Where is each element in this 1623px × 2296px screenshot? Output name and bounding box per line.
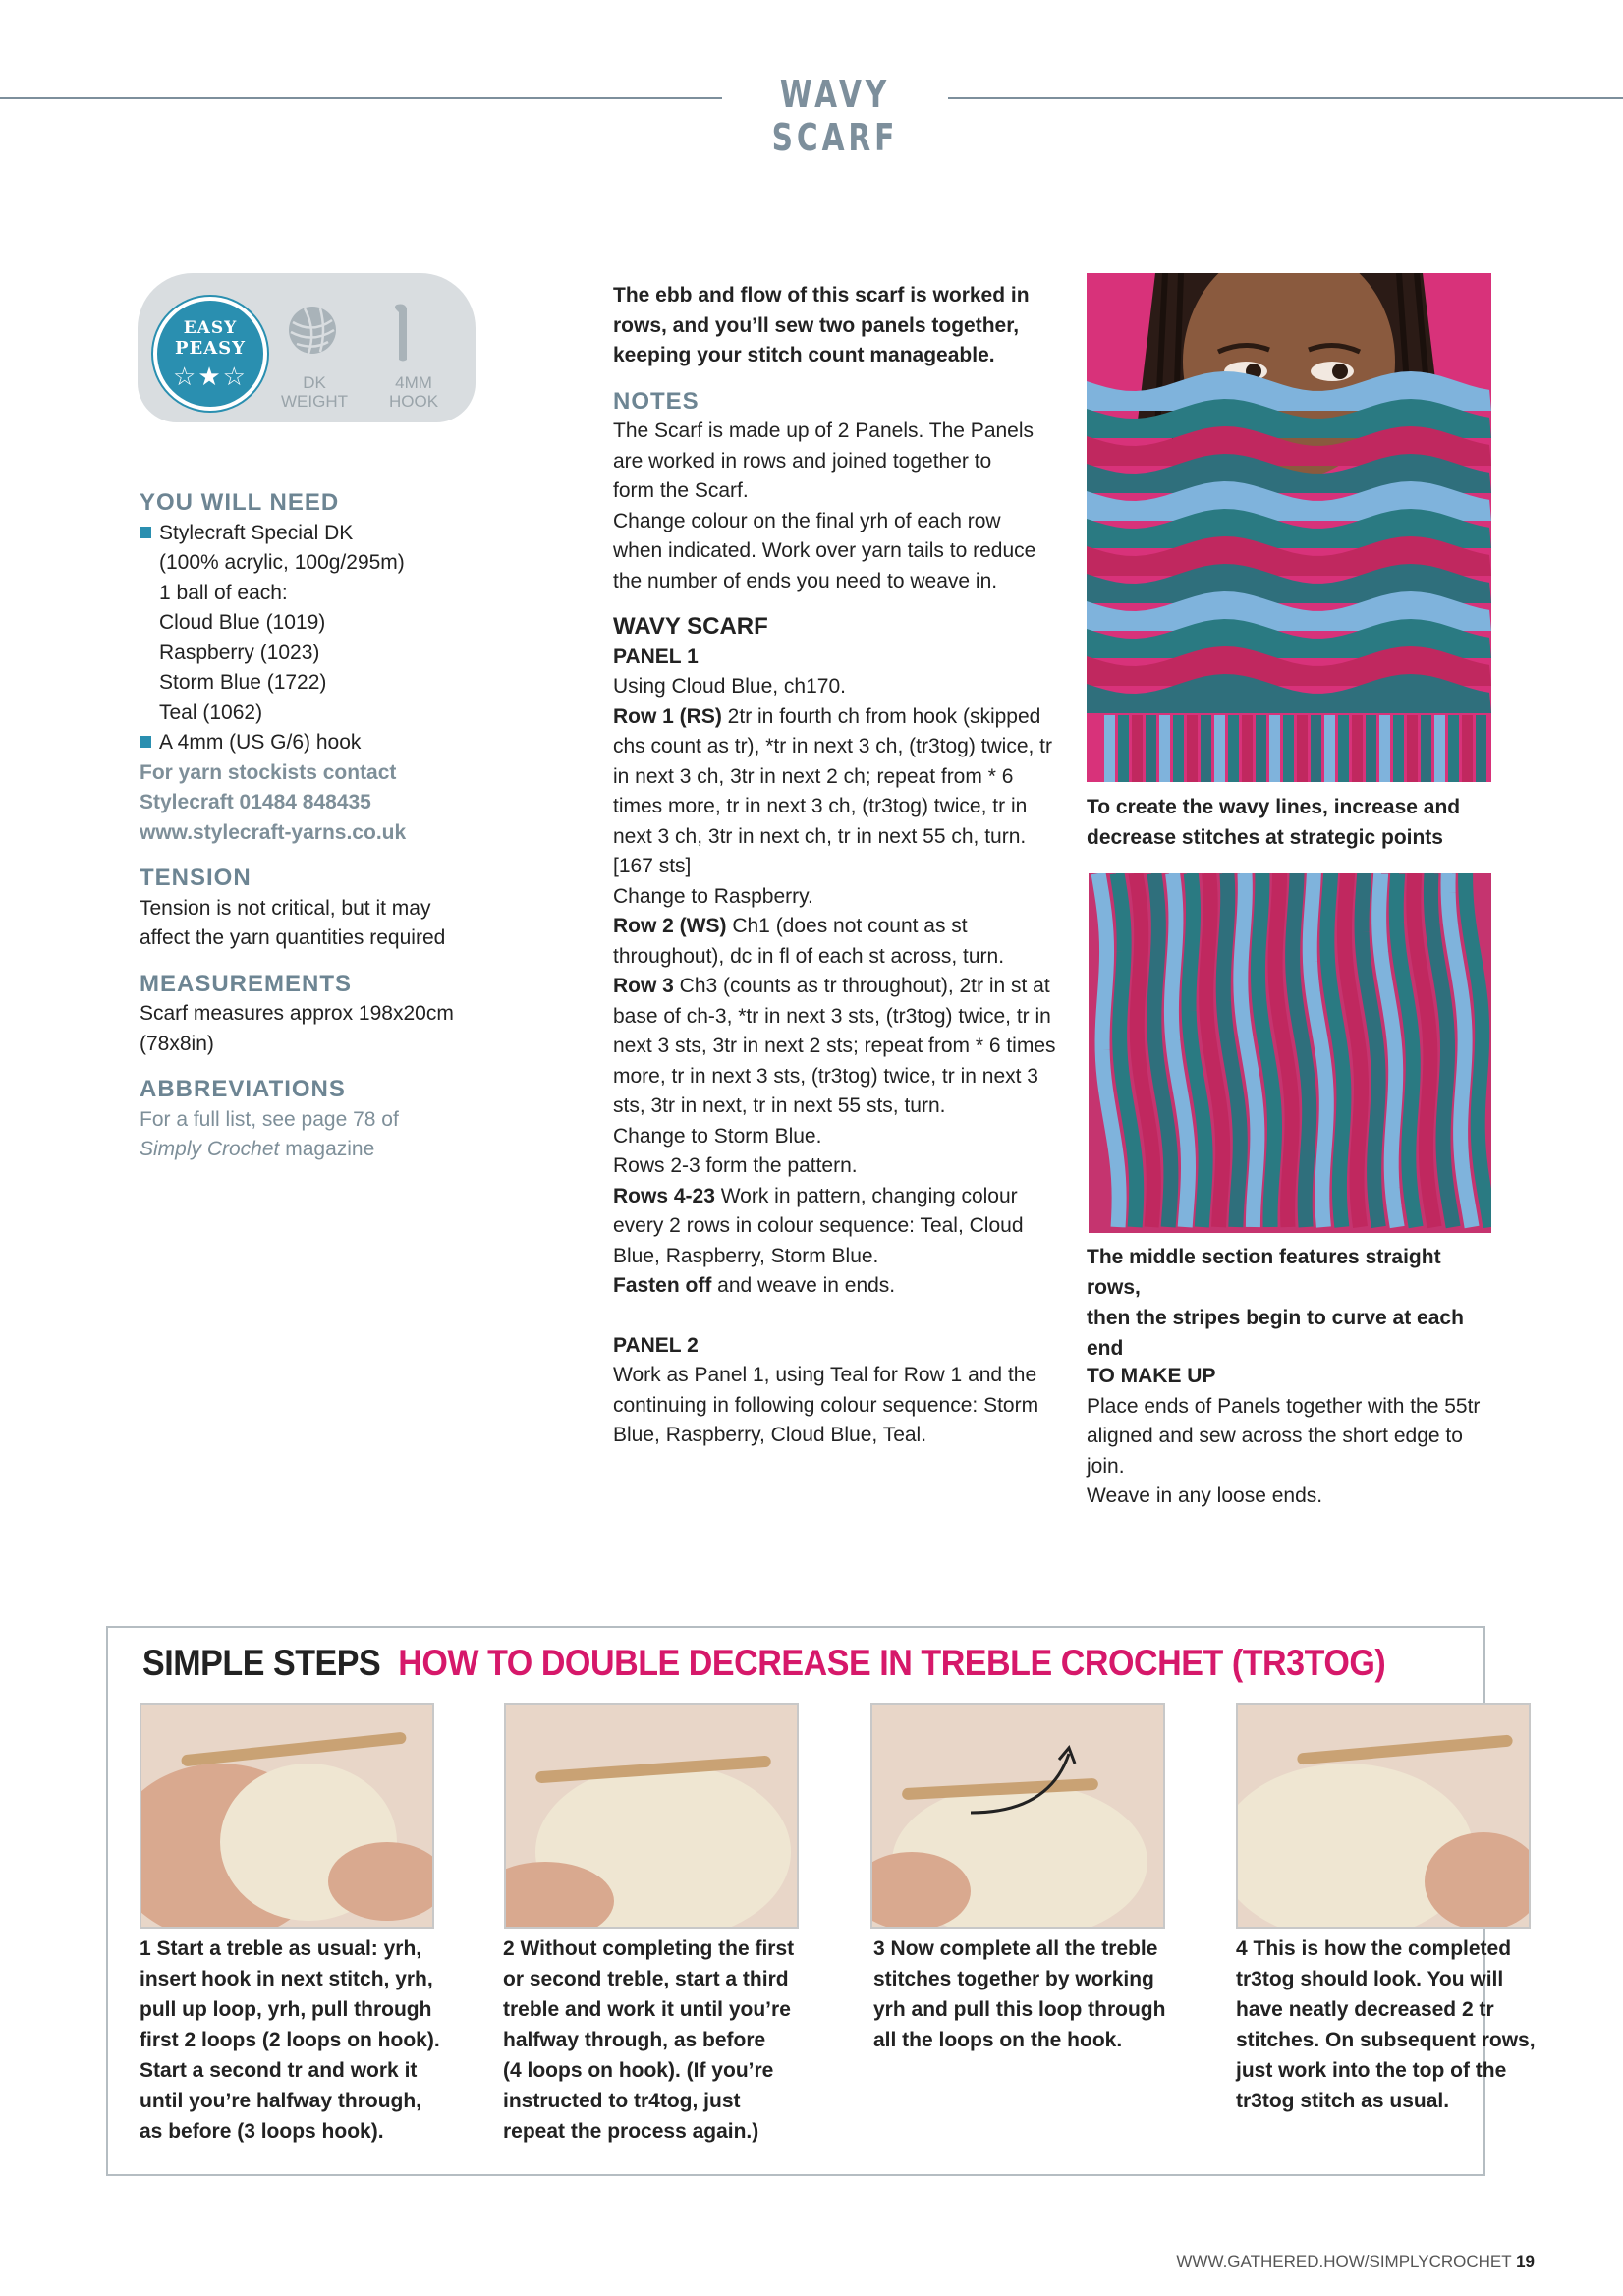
pattern-line: Change to Storm Blue. bbox=[613, 1124, 822, 1148]
pattern-line: [167 sts] bbox=[613, 855, 692, 877]
measurements-heading: MEASUREMENTS bbox=[140, 970, 353, 997]
scarf-fringe bbox=[1159, 715, 1170, 782]
pattern-line: chs count as tr), *tr in next 3 ch, (tr3tog) twice, tr bbox=[613, 735, 1052, 757]
page-footer bbox=[1176, 2252, 1535, 2271]
scarf-fringe bbox=[1283, 715, 1294, 782]
notes-heading: NOTES bbox=[613, 387, 700, 415]
colour-item: Cloud Blue (1019) bbox=[159, 611, 326, 634]
panel-2-heading: PANEL 2 bbox=[613, 1333, 699, 1357]
measurements-text: (78x8in) bbox=[140, 1032, 214, 1055]
star-rating-icon: ☆★☆ bbox=[173, 362, 248, 391]
scarf-fringe bbox=[1187, 715, 1198, 782]
scarf-fringe bbox=[1297, 715, 1308, 782]
pattern-heading: WAVY SCARF bbox=[613, 613, 768, 640]
stockists-url: www.stylecraft-yarns.co.uk bbox=[140, 820, 407, 844]
left-column bbox=[140, 488, 474, 1165]
intro-text: The ebb and flow of this scarf is worked in bbox=[613, 284, 1030, 307]
step-1-text: 1 Start a treble as usual: yrh, insert hook in next stitch, yrh, pull up loop, yrh, pull through first 2 loops (2 loops on hook). Start a second tr and work it until you’re halfway through, as before (3 loops hook). bbox=[140, 1937, 440, 2143]
step-1-photo bbox=[140, 1703, 434, 1929]
bullet-icon bbox=[140, 736, 151, 748]
pattern-line: times more, tr in next 3 ch, (tr3tog) twice, tr in bbox=[613, 795, 1028, 817]
scarf-fringe bbox=[1434, 715, 1445, 782]
scarf-fringe bbox=[1242, 715, 1253, 782]
pattern-line: sts, 3tr in next, tr in next 55 sts, turn. bbox=[613, 1094, 946, 1117]
notes-text: form the Scarf. bbox=[613, 479, 749, 502]
scarf-fringe bbox=[1462, 715, 1473, 782]
notes-text: when indicated. Work over yarn tails to reduce bbox=[613, 539, 1036, 562]
pattern-line: more, tr in next 3 sts, (tr3tog) twice, tr in next 3 bbox=[613, 1064, 1038, 1088]
yarn-item: Stylecraft Special DK bbox=[140, 519, 474, 549]
page-number: 19 bbox=[1516, 2252, 1535, 2270]
level-line-2: PEASY bbox=[174, 338, 247, 359]
scarf-fringe bbox=[1407, 715, 1418, 782]
colour-item: Raspberry (1023) bbox=[159, 641, 320, 664]
yarn-qty: 1 ball of each: bbox=[159, 581, 288, 604]
colour-item: Storm Blue (1722) bbox=[159, 671, 327, 694]
pattern-line: throughout), dc in fl of each st across, turn. bbox=[613, 944, 1005, 968]
step-3-text: 3 Now complete all the treble stitches together by working yrh and pull this loop through all the loops on the hook. bbox=[873, 1937, 1166, 2051]
pattern-line: Using Cloud Blue, ch170. bbox=[613, 675, 846, 698]
pattern-line: Fasten off and weave in ends. bbox=[613, 1274, 896, 1297]
yarn-weight-label: DK WEIGHT bbox=[281, 373, 348, 411]
notes-text: Change colour on the final yrh of each row bbox=[613, 509, 1001, 532]
scarf-fringe bbox=[1269, 715, 1280, 782]
pattern-line: base of ch-3, *tr in next 3 sts, (tr3tog) twice, tr in bbox=[613, 1004, 1051, 1028]
make-up-text: Weave in any loose ends. bbox=[1087, 1484, 1323, 1507]
pattern-line: Blue, Raspberry, Storm Blue. bbox=[613, 1244, 879, 1267]
header-rule-left bbox=[0, 97, 722, 99]
make-up-section bbox=[1087, 1362, 1499, 1512]
easy-peasy-rating bbox=[153, 297, 267, 411]
scarf-fringe bbox=[1146, 715, 1156, 782]
pattern-line: Change to Raspberry. bbox=[613, 884, 813, 908]
notes-text: The Scarf is made up of 2 Panels. The Panels bbox=[613, 420, 1035, 442]
scarf-photo-model bbox=[1087, 273, 1491, 782]
pattern-line: Rows 4-23 Work in pattern, changing colour bbox=[613, 1184, 1018, 1207]
step-4-text: 4 This is how the completed tr3tog should look. You will have neatly decreased 2 tr stitches. On subsequent rows, just work into the top of the tr3tog stitch as usual. bbox=[1236, 1937, 1536, 2112]
intro-text: keeping your stitch count manageable. bbox=[613, 344, 995, 366]
scarf-fringe bbox=[1173, 715, 1184, 782]
pattern-line: Row 2 (WS) Ch1 (does not count as st bbox=[613, 915, 968, 937]
photo-2-caption: The middle section features straight rows, then the stripes begin to curve at each end bbox=[1087, 1246, 1464, 1360]
abbreviations-heading: ABBREVIATIONS bbox=[140, 1076, 346, 1102]
make-up-text: aligned and sew across the short edge to join. bbox=[1087, 1425, 1463, 1478]
step-3-photo bbox=[870, 1703, 1165, 1929]
footer-url: WWW.GATHERED.HOW/SIMPLYCROCHET bbox=[1176, 2252, 1512, 2270]
middle-column bbox=[613, 281, 1075, 1451]
panel-2-text: Work as Panel 1, using Teal for Row 1 and the bbox=[613, 1364, 1037, 1386]
pattern-line: Rows 2-3 form the pattern. bbox=[613, 1154, 858, 1177]
scarf-fringe bbox=[1256, 715, 1266, 782]
page-title: WAVY SCARF bbox=[771, 73, 899, 159]
abbreviations-text: For a full list, see page 78 of bbox=[140, 1107, 399, 1131]
notes-text: the number of ends you need to weave in. bbox=[613, 569, 998, 592]
panel-2-text: Blue, Raspberry, Cloud Blue, Teal. bbox=[613, 1424, 927, 1446]
pattern-line: Row 1 (RS) 2tr in fourth ch from hook (skipped bbox=[613, 704, 1041, 728]
hook-item: A 4mm (US G/6) hook bbox=[140, 728, 474, 758]
scarf-fringe bbox=[1118, 715, 1129, 782]
panel-1-heading: PANEL 1 bbox=[613, 644, 699, 668]
scarf-fringe bbox=[1421, 715, 1431, 782]
abbreviations-text: Simply Crochet magazine bbox=[140, 1138, 375, 1160]
notes-text: are worked in rows and joined together to bbox=[613, 449, 992, 473]
stockists-phone: Stylecraft 01484 848435 bbox=[140, 791, 371, 813]
hook-size-label: 4MM HOOK bbox=[388, 373, 439, 411]
pattern-line: Row 3 Ch3 (counts as tr throughout), 2tr in st at bbox=[613, 975, 1050, 997]
simple-steps-title: SIMPLE STEPS HOW TO DOUBLE DECREASE IN TREBLE CROCHET (TR3TOG) bbox=[142, 1643, 1386, 1683]
step-2-text: 2 Without completing the first or second treble, start a third treble and work it until you’re halfway through, as before (4 loops on hook). (If you’re instructed to tr4tog, just repeat the process again.) bbox=[503, 1937, 795, 2143]
scarf-photo-stripes bbox=[1089, 873, 1491, 1233]
yarn-ball-icon bbox=[287, 305, 338, 356]
panel-2-text: continuing in following colour sequence: Storm bbox=[613, 1393, 1039, 1417]
scarf-fringe bbox=[1104, 715, 1115, 782]
scarf-fringe bbox=[1448, 715, 1459, 782]
header-rule-right bbox=[948, 97, 1623, 99]
make-up-heading: TO MAKE UP bbox=[1087, 1365, 1216, 1387]
scarf-fringe bbox=[1228, 715, 1239, 782]
scarf-fringe bbox=[1352, 715, 1363, 782]
scarf-fringe bbox=[1476, 715, 1486, 782]
step-2-photo bbox=[504, 1703, 799, 1929]
photo-1-caption: To create the wavy lines, increase and decrease stitches at strategic points bbox=[1087, 796, 1461, 849]
tension-text: Tension is not critical, but it may bbox=[140, 896, 431, 920]
stockists-line: For yarn stockists contact bbox=[140, 760, 397, 784]
pattern-line: in next 3 ch, 3tr in next 2 ch; repeat from * 6 bbox=[613, 764, 1014, 788]
scarf-fringe bbox=[1214, 715, 1225, 782]
pattern-line: next 3 sts, 3tr in next 2 sts; repeat from * 6 times bbox=[613, 1035, 1056, 1057]
yarn-spec: (100% acrylic, 100g/295m) bbox=[159, 551, 405, 574]
tension-text: affect the yarn quantities required bbox=[140, 926, 446, 949]
tension-heading: TENSION bbox=[140, 865, 252, 891]
scarf-fringe bbox=[1338, 715, 1349, 782]
scarf-fringe bbox=[1366, 715, 1376, 782]
measurements-text: Scarf measures approx 198x20cm bbox=[140, 1002, 454, 1025]
colour-item: Teal (1062) bbox=[159, 700, 263, 724]
crochet-hook-icon bbox=[391, 301, 415, 364]
make-up-text: Place ends of Panels together with the 55tr bbox=[1087, 1394, 1481, 1418]
scarf-fringe bbox=[1379, 715, 1390, 782]
scarf-fringe bbox=[1324, 715, 1335, 782]
you-will-need-heading: YOU WILL NEED bbox=[140, 489, 340, 516]
pattern-line: every 2 rows in colour sequence: Teal, Cloud bbox=[613, 1214, 1024, 1237]
scarf-fringe bbox=[1132, 715, 1143, 782]
level-line-1: EASY bbox=[183, 318, 238, 338]
scarf-fringe bbox=[1201, 715, 1211, 782]
intro-text: rows, and you’ll sew two panels together, bbox=[613, 313, 1020, 337]
step-4-photo bbox=[1236, 1703, 1531, 1929]
bullet-icon bbox=[140, 527, 151, 538]
scarf-fringe bbox=[1393, 715, 1404, 782]
pattern-line: next 3 ch, 3tr in next ch, tr in next 55 ch, turn. bbox=[613, 824, 1027, 848]
scarf-fringe bbox=[1311, 715, 1321, 782]
